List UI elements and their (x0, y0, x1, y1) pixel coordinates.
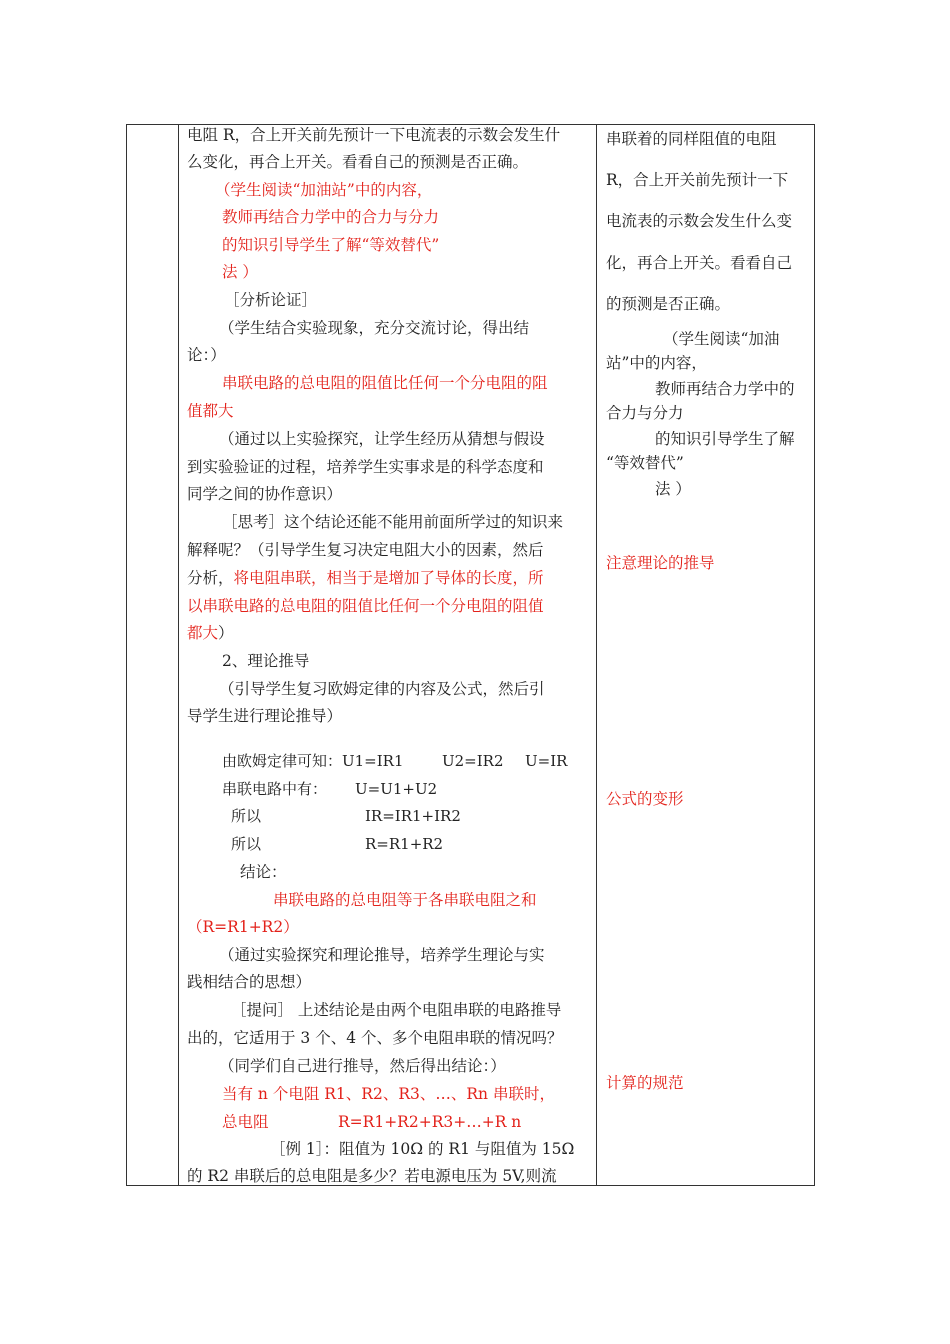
text-line: ［例 1］：阻值为 10Ω 的 R1 与阻值为 15Ω (270, 1140, 575, 1158)
text-line: ［提问］ 上述结论是由两个电阻串联的电路推导 (231, 1001, 562, 1019)
text-segment: ） (218, 624, 234, 642)
side-text-line: 电流表的示数会发生什么变 (606, 212, 793, 230)
text-line: 结论： (240, 863, 287, 881)
side-text-line: 法 ） (655, 480, 691, 498)
section-heading: 2、理论推导 (222, 652, 310, 670)
text-line: 么变化，再合上开关。看看自己的预测是否正确。 (187, 153, 529, 171)
red-text-line: 总电阻 (222, 1113, 269, 1131)
red-text-segment: 都大 (187, 624, 219, 642)
red-text-line: 值都大 (187, 402, 234, 420)
formula-line: R=R1+R2 (365, 835, 444, 853)
red-text-line: （学生阅读“加油站”中的内容， (215, 181, 433, 199)
text-line: 解释呢？（引导学生复习决定电阻大小的因素，然后 (187, 541, 544, 559)
text-segment: 分析， (187, 569, 234, 587)
column-divider-2 (596, 124, 597, 1186)
text-line: 的 R2 串联后的总电阻是多少？若电源电压为 5V,则流 (187, 1167, 557, 1185)
text-line: 电阻 R，合上开关前先预计一下电流表的示数会发生什 (187, 126, 561, 144)
column-divider-1 (178, 124, 179, 1186)
side-text-line: R，合上开关前先预计一下 (606, 171, 789, 189)
red-text-line: （R=R1+R2） (187, 918, 299, 936)
side-text-line: 化，再合上开关。看看自己 (606, 254, 793, 272)
red-text-line: 教师再结合力学中的合力与分力 (222, 208, 440, 226)
text-line: 到实验验证的过程，培养学生实事求是的科学态度和 (187, 458, 544, 476)
text-line (187, 623, 234, 643)
formula-line: U=U1+U2 (355, 780, 438, 798)
side-text-line: 的预测是否正确。 (606, 295, 731, 313)
side-text-line: （学生阅读“加油 (663, 330, 780, 348)
side-text-line: 的知识引导学生了解 (655, 430, 795, 448)
text-line: ［思考］这个结论还能不能用前面所学过的知识来 (222, 513, 564, 531)
text-line: （学生结合实验现象，充分交流讨论，得出结 (219, 319, 530, 337)
section-heading: ［分析论证］ (224, 291, 318, 309)
formula-line: 串联电路中有： (222, 780, 328, 798)
text-line: （通过实验探究和理论推导，培养学生理论与实 (219, 946, 545, 964)
text-line: 论：） (187, 346, 226, 364)
teaching-note: 计算的规范 (606, 1074, 684, 1092)
text-line: （同学们自己进行推导，然后得出结论：） (219, 1057, 506, 1075)
red-text-line: 的知识引导学生了解“等效替代” (222, 236, 440, 254)
formula-line: 所以 (231, 807, 262, 825)
red-text-line: 当有 n 个电阻 R1、R2、R3、…、Rn 串联时， (222, 1085, 555, 1103)
red-text-segment: 将电阻串联，相当于是增加了导体的长度，所 (233, 569, 544, 587)
formula-line: U=IR (525, 752, 568, 770)
formula-line: IR=IR1+IR2 (365, 807, 461, 825)
red-text-line: 串联电路的总电阻等于各串联电阻之和 (273, 891, 537, 909)
text-line: （通过以上实验探究，让学生经历从猜想与假设 (219, 430, 545, 448)
formula-line: U2=IR2 (442, 752, 504, 770)
side-text-line: 教师再结合力学中的 (655, 380, 795, 398)
red-text-line: R=R1+R2+R3+…+R n (338, 1113, 522, 1131)
teaching-note: 注意理论的推导 (606, 554, 715, 572)
text-line: （引导学生复习欧姆定律的内容及公式，然后引 (219, 680, 545, 698)
text-line (187, 568, 544, 588)
text-line: 践相结合的思想） (187, 973, 312, 991)
formula-line: 所以 (231, 835, 262, 853)
red-text-line: 串联电路的总电阻的阻值比任何一个分电阻的阻 (222, 374, 548, 392)
side-text-line: 串联着的同样阻值的电阻 (606, 130, 777, 148)
side-text-line: 合力与分力 (606, 404, 684, 422)
red-text-line: 以串联电路的总电阻的阻值比任何一个分电阻的阻值 (187, 597, 544, 615)
text-line: 同学之间的协作意识） (187, 485, 343, 503)
side-text-line: “等效替代” (606, 454, 684, 472)
text-line: 导学生进行理论推导） (187, 707, 343, 725)
side-text-line: 站”中的内容， (606, 354, 707, 372)
teaching-note: 公式的变形 (606, 790, 684, 808)
formula-line: 由欧姆定律可知：U1=IR1 (222, 752, 404, 770)
red-text-line: 法 ） (222, 263, 258, 281)
text-line: 出的，它适用于 3 个、4 个、多个电阻串联的情况吗？ (187, 1029, 563, 1047)
